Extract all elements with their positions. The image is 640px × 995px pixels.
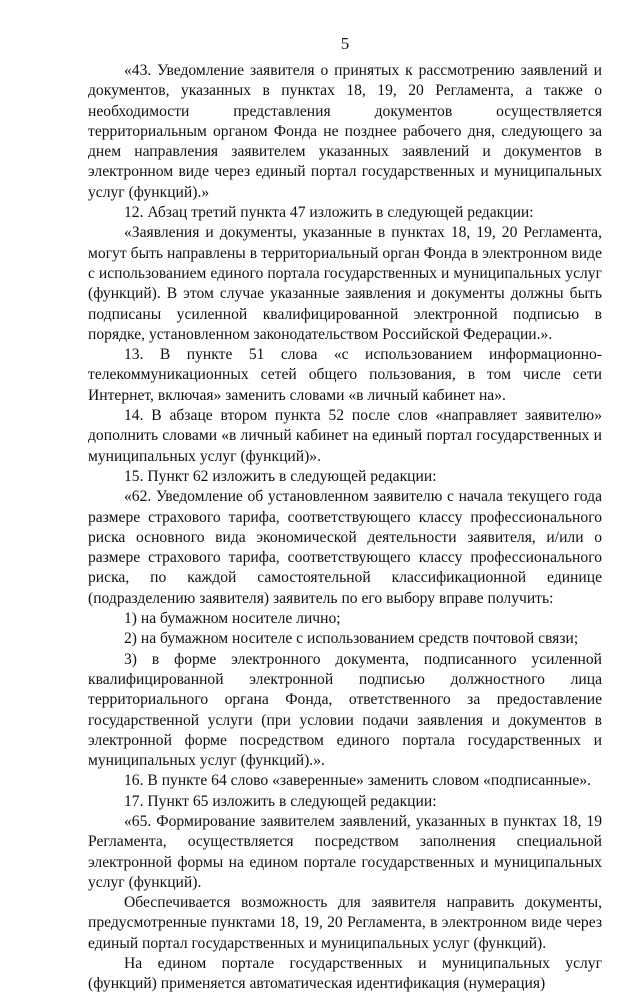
paragraph-item-65-identification: На едином портале государственных и муниципальных услуг (функций) применяется автоматическая идентификация (нумерация): [88, 955, 602, 993]
list-item-2: 2) на бумажном носителе с использованием средств почтовой связи;: [124, 630, 579, 648]
paragraph-amendment-17: 17. Пункт 65 изложить в следующей редакции:: [124, 792, 437, 810]
paragraph-amendment-15: 15. Пункт 62 изложить в следующей редакции:: [124, 467, 437, 485]
document-body: [88, 61, 602, 995]
paragraph-amendment-12: 12. Абзац третий пункта 47 изложить в следующей редакции:: [124, 204, 534, 222]
paragraph-amendment-16: 16. В пункте 64 слово «заверенные» заменить словом «подписанные».: [124, 772, 592, 790]
paragraph-item-65-documents: Обеспечивается возможность для заявителя направить документы, предусмотренные пунктами 18, 19, 20 Регламента, в электронном виде через единый портал государственных и муниципальных услуг (функций).: [88, 894, 602, 952]
paragraph-amendment-14: 14. В абзаце втором пункта 52 после слов «направляет заявителю» дополнить словами «в личный кабинет на единый портал государственных и муниципальных услуг (функций)».: [88, 407, 602, 465]
paragraph-amendment-13: 13. В пункте 51 слова «с использованием информационно-телекоммуникационных сетей общего пользования, в том числе сети Интернет, включая» заменить словами «в личный кабинет на».: [88, 346, 602, 404]
paragraph-item-62: «62. Уведомление об установленном заявителю с начала текущего года размере страхового тарифа, соответствующего классу профессионального риска основного вида экономической деятельности заявителя, и/или о размере страхового тарифа, соответствующего классу профессионального риска, по каждой самостоятельной классификационной единице (подразделению заявителя) заявитель по его выбору вправе получить:: [88, 488, 602, 607]
paragraph-item-43: «43. Уведомление заявителя о принятых к рассмотрению заявлений и документов, указанных в пунктах 18, 19, 20 Регламента, а также о необходимости представления документов осуществляется территориальным органом Фонда не позднее рабочего дня, следующего за днем направления заявителем указанных заявлений и документов в электронном виде через единый портал государственных и муниципальных услуг (функций).»: [88, 62, 602, 201]
page-number: 5: [340, 34, 350, 53]
paragraph-item-47-text: «Заявления и документы, указанные в пунктах 18, 19, 20 Регламента, могут быть направлены в территориальный орган Фонда в электронном виде с использованием единого портала государственных и муниципальных услуг (функций). В этом случае указанные заявления и документы должны быть подписаны усиленной квалифицированной электронной подписью в порядке, установленном законодательством Российской Федерации.».: [88, 224, 602, 343]
paragraph-item-65: «65. Формирование заявителем заявлений, указанных в пунктах 18, 19 Регламента, осуществляется посредством заполнения специальной электронной формы на едином портале государственных и муниципальных услуг (функций).: [88, 812, 602, 891]
list-item-1: 1) на бумажном носителе лично;: [124, 610, 341, 628]
list-item-3: 3) в форме электронного документа, подписанного усиленной квалифицированной электронной подписью должностного лица территориального органа Фонда, ответственного за предоставление государственной услуги (при условии подачи заявления и документов в электронной форме посредством единого портала государственных и муниципальных услуг (функций).».: [88, 650, 602, 770]
